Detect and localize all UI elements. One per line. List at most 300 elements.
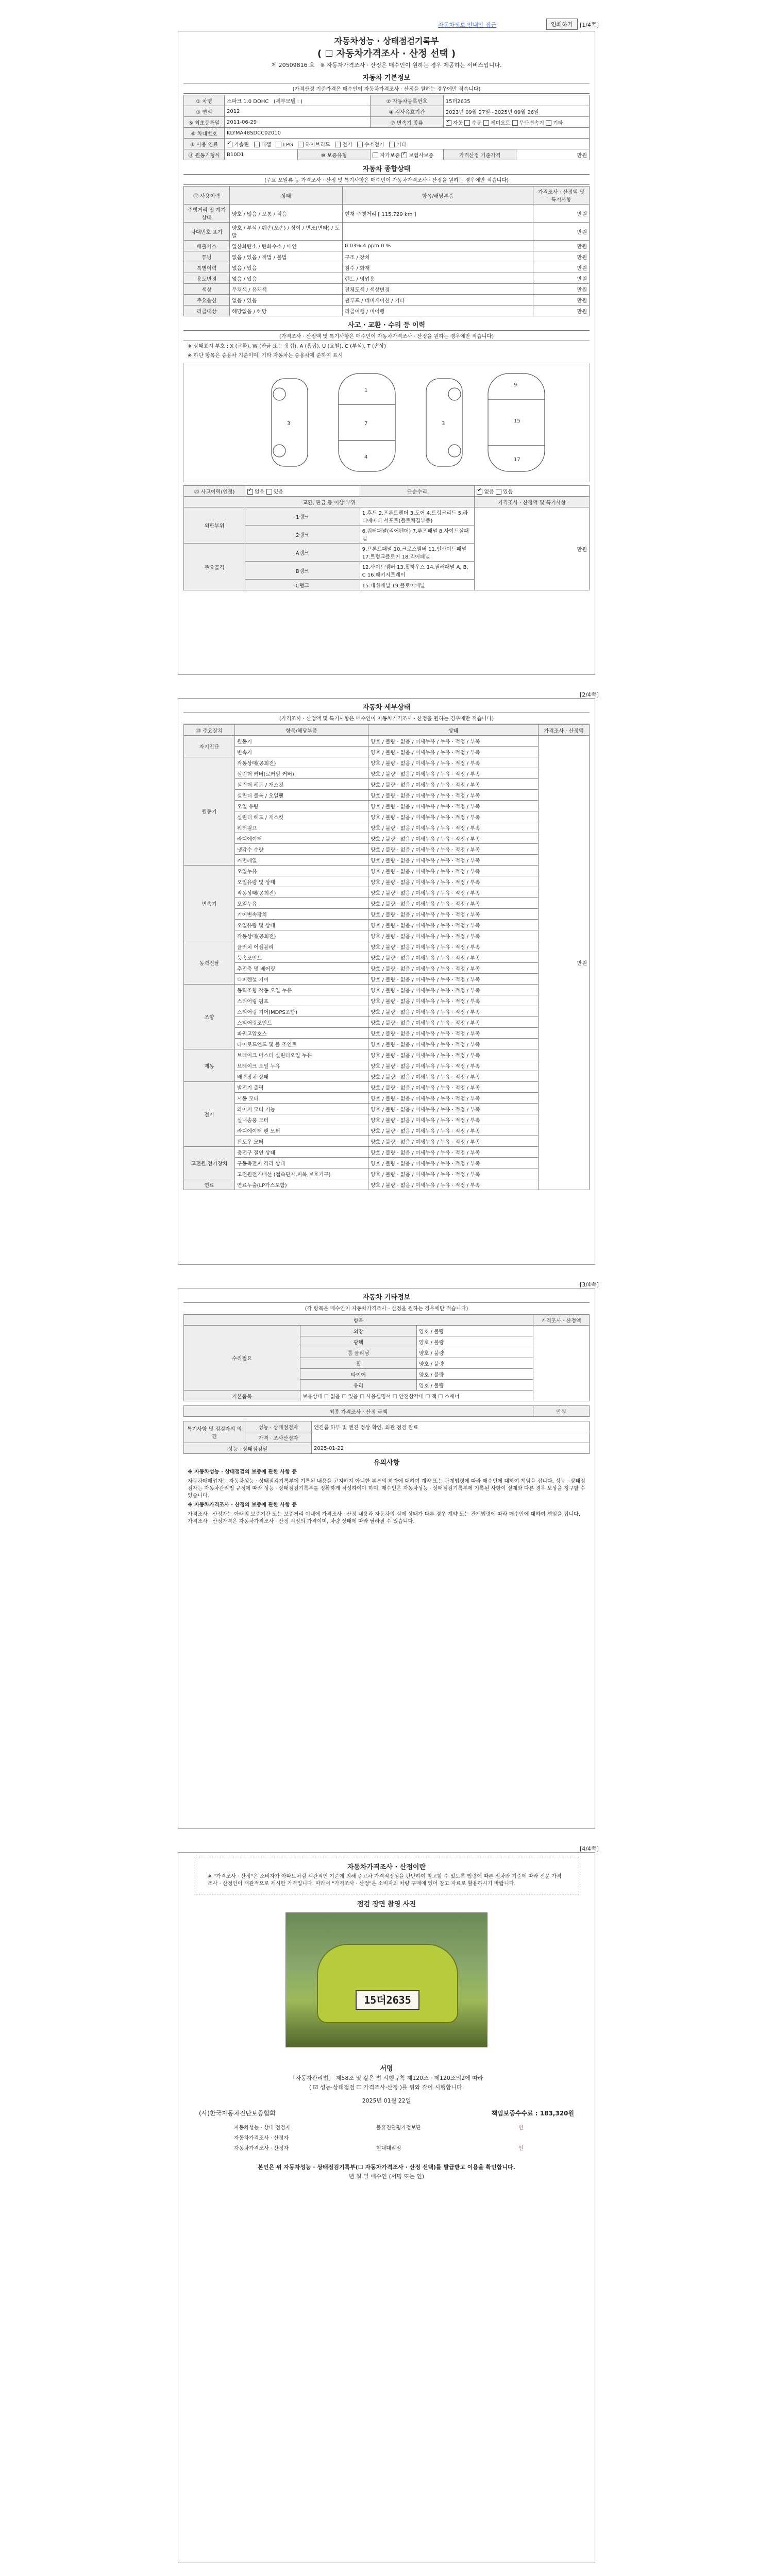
final-title: 최종 가격조사 · 산정 금액 xyxy=(184,1406,533,1417)
outer-rank2-items: 6.쿼터패널(리어펜더) 7.루프패널 8.사이드실패널 xyxy=(360,526,475,544)
fuel-gasoline: 가솔린 xyxy=(234,142,249,148)
main-label: 주요골격 xyxy=(184,544,245,590)
fuel-options xyxy=(225,139,590,149)
checkbox-lpg[interactable] xyxy=(276,142,281,147)
detail-item-state: 양호 / 불량 · 없음 / 미세누유 / 누유 · 적정 / 부족 xyxy=(368,1114,539,1125)
state-col-price: 가격조사 · 산정액 및 특기사항 xyxy=(533,187,590,205)
table-row xyxy=(184,909,590,920)
detail-group-label: 자기진단 xyxy=(184,736,235,757)
state-col-note: 항목/해당부품 xyxy=(343,187,533,205)
checkbox-fuel-other[interactable] xyxy=(389,142,395,147)
detail-item-state: 양호 / 불량 · 없음 / 미세누유 / 누유 · 적정 / 부족 xyxy=(368,1082,539,1093)
checkbox-repair-yes[interactable] xyxy=(496,489,501,495)
checkbox-manual[interactable] xyxy=(464,120,470,126)
basic-items: 보유상태 ☐ 없음 ☐ 있음 ☐ 사용설명서 ☐ 안전삼각대 ☐ 잭 ☐ 스패너 xyxy=(300,1391,533,1401)
detail-item-label: 윈도우 모터 xyxy=(235,1136,368,1147)
table-row xyxy=(184,1082,590,1093)
detail-item-state: 양호 / 불량 · 없음 / 미세누유 / 누유 · 적정 / 부족 xyxy=(368,985,539,995)
detail-subtitle: (가격조사 · 산정액 및 특기사항은 매수인이 자동차가격조사 · 산정을 원하는 경우에만 적습니다) xyxy=(183,713,590,723)
trans-cvt: 무단변속기 xyxy=(519,120,544,126)
table-row xyxy=(184,1125,590,1136)
other-subtitle: (각 항목은 매수인이 자동차가격조사 · 산정을 원하는 경우에만 적습니다) xyxy=(183,1302,590,1313)
detail-item-label: 실린더 헤드 / 개스킷 xyxy=(235,811,368,822)
table-row xyxy=(184,1093,590,1104)
transmission-label: ⑦ 변속기 종류 xyxy=(371,117,444,128)
state-row-status: 양호 / 부식 / 훼손(오손) / 상이 / 변조(변타) / 도말 xyxy=(230,223,343,241)
simple-repair-label: 단순수리 xyxy=(360,486,475,497)
detail-item-state: 양호 / 불량 · 없음 / 미세누유 / 누유 · 적정 / 부족 xyxy=(368,909,539,920)
state-row-detail: 침수 / 화재 xyxy=(343,262,533,273)
detail-item-state: 양호 / 불량 · 없음 / 미세누유 / 누유 · 적정 / 부족 xyxy=(368,779,539,790)
detail-group-label: 제동 xyxy=(184,1049,235,1082)
table-row xyxy=(184,985,590,995)
page-label-3: [3/4쪽] xyxy=(580,1281,599,1288)
doc-notice: ※ 자동차가격조사 · 산정은 매수인이 원하는 경우 제공하는 서비스입니다. xyxy=(320,62,502,69)
svg-text:3: 3 xyxy=(442,421,445,427)
engine-label: ⑪ 원동기형식 xyxy=(184,149,225,160)
trans-manual: 수동 xyxy=(472,120,482,126)
detail-col-state: 상태 xyxy=(368,725,539,736)
detail-item-label: 오일유량 및 상태 xyxy=(235,920,368,930)
checkbox-repair-none[interactable] xyxy=(477,489,482,495)
table-row xyxy=(184,1039,590,1049)
engine: B10D1 xyxy=(225,149,298,160)
warranty-options xyxy=(371,149,444,160)
state-row-status: 양호 / 많음 / 보통 / 적음 xyxy=(230,205,343,223)
notice-sub1: ※ 자동차성능 · 상태점검의 보증에 관한 사항 등 xyxy=(188,1469,297,1475)
svg-text:4: 4 xyxy=(364,454,368,460)
checkbox-gasoline[interactable] xyxy=(227,142,232,147)
fuel-label: ⑧ 사용 연료 xyxy=(184,139,225,149)
detail-item-state: 양호 / 불량 · 없음 / 미세누유 / 누유 · 적정 / 부족 xyxy=(368,757,539,768)
detail-item-state: 양호 / 불량 · 없음 / 미세누유 / 누유 · 적정 / 부족 xyxy=(368,995,539,1006)
table-row xyxy=(184,223,590,241)
table-row xyxy=(184,768,590,779)
checkbox-history-none[interactable] xyxy=(247,489,253,495)
other-row-label: 유리 xyxy=(300,1380,417,1391)
role-r2: 현대대리점 xyxy=(376,2145,401,2151)
checkbox-history-yes[interactable] xyxy=(266,489,272,495)
detail-item-state: 양호 / 불량 · 없음 / 미세누유 / 누유 · 적정 / 부족 xyxy=(368,1049,539,1060)
first-reg: 2011-06-29 xyxy=(225,117,371,128)
detail-item-state: 양호 / 불량 · 없음 / 미세누유 / 누유 · 적정 / 부족 xyxy=(368,974,539,985)
detail-item-label: 라디에이터 팬 모터 xyxy=(235,1125,368,1136)
print-button[interactable]: 인쇄하기 xyxy=(546,19,578,30)
detail-item-label: 시동 모터 xyxy=(235,1093,368,1104)
state-row-detail: 리콜이행 / 미이행 xyxy=(343,306,533,316)
rank-c: C랭크 xyxy=(245,580,360,590)
repair-label: 수리필요 xyxy=(184,1326,300,1391)
detail-item-label: 오일누유 xyxy=(235,866,368,876)
checkbox-self-warranty[interactable] xyxy=(373,152,378,158)
detail-item-state: 양호 / 불량 · 없음 / 미세누유 / 누유 · 적정 / 부족 xyxy=(368,855,539,866)
detail-item-label: 스티어링조인트 xyxy=(235,1017,368,1028)
sign-table xyxy=(232,2122,541,2153)
simple-repair-options xyxy=(475,486,590,497)
transmission-options xyxy=(443,117,589,128)
state-row-unit: 만원 xyxy=(533,205,590,223)
checkbox-other[interactable] xyxy=(546,120,551,126)
state-row-status: 없음 / 있음 / 적법 / 불법 xyxy=(230,251,343,262)
svg-text:7: 7 xyxy=(364,421,368,427)
detail-item-label: 원동기 xyxy=(235,736,368,747)
state-row-unit: 만원 xyxy=(533,284,590,295)
trans-other: 기타 xyxy=(553,120,563,126)
detail-item-label: 고전원전기배선 (접속단자,피복,보호기구) xyxy=(235,1168,368,1179)
footer-text2: 년 월 일 매수인 (서명 또는 인) xyxy=(348,2173,425,2180)
detail-col-item: 항목/해당부품 xyxy=(235,725,368,736)
detail-table xyxy=(183,724,590,1190)
detail-item-state: 양호 / 불량 · 없음 / 미세누유 / 누유 · 적정 / 부족 xyxy=(368,844,539,855)
table-row xyxy=(184,855,590,866)
outer-label: 외판부위 xyxy=(184,507,245,544)
first-reg-label: ⑤ 최초등록일 xyxy=(184,117,225,128)
warranty-label: ⑩ 보증유형 xyxy=(297,149,371,160)
state-row-label: 리콜대상 xyxy=(184,306,230,316)
state-row-label: 주행거리 및 계기상태 xyxy=(184,205,230,223)
table-row xyxy=(184,790,590,801)
price-checker-label: 가격 · 조사산정자 xyxy=(245,1432,312,1443)
notice-text2: 가격조사 · 산정자는 아래의 보증기간 또는 보증거리 이내에 가격조사 · 산정 내용과 자동차의 실제 상태가 다른 경우 계약 또는 관계법령에 따라 매수인에 대하여 책임을 집니다. 가격조사 · 산정가격은 자동차가격조사 · 산정 시점의 가격이며, 차량 상태에 따라 달라질 수 있습니다. xyxy=(188,1512,581,1524)
info-link-text[interactable]: 자동차정보 안내안 접근 xyxy=(438,22,497,28)
checkbox-diesel[interactable] xyxy=(254,142,260,147)
table-row xyxy=(184,952,590,963)
state-row-detail: 전체도색 / 색상변경 xyxy=(343,284,533,295)
reg-no: 15더2635 xyxy=(443,95,589,106)
detail-item-label: 작동상태(공회전) xyxy=(235,757,368,768)
sign-title: 서명 xyxy=(380,2065,393,2073)
price-box-text: ※ "가격조사 · 산정"은 소비자가 아파트처럼 객관적인 기준에 의해 중고차 가격적정성을 판단하여 참고할 수 있도록 법령에 따른 절차와 기준에 따라 전문 가격조사 · 산정인이 객관적으로 제시한 가격입니다. 따라서 "가격조사 · 산정"은 소비자의 차량 구매에 있어 참고 자료로 활용하시기 바랍니다. xyxy=(208,1874,562,1887)
notice-text1: 자동차매매업자는 자동차성능 · 상태점검기록부에 기록된 내용을 고지하지 아니한 부분의 하자에 대하여 계약 또는 관계법령에 따라 매수인에 대하여 책임을 집니다. 성능 · 상태점검자는 자동차관리법 규정에 따라 성능 · 상태점검기록부를 정확하게 작성하여야 하며, 매수인은 자동차성능 · 상태점검기록부에 기록된 사항이 실제와 다른 경우 보상을 청구할 수 있습니다. xyxy=(188,1479,585,1499)
detail-item-state: 양호 / 불량 · 없음 / 미세누유 / 누유 · 적정 / 부족 xyxy=(368,1104,539,1114)
state-row-unit: 만원 xyxy=(533,262,590,273)
state-row-detail: 현재 주행거리 [ 115,729 km ] xyxy=(343,205,533,223)
detail-item-state: 양호 / 불량 · 없음 / 미세누유 / 누유 · 적정 / 부족 xyxy=(368,1071,539,1082)
state-subtitle: (주요 오일류 등 가격조사 · 산정 및 특기사항은 매수인이 자동차가격조사 · 산정을 원하는 경우에만 적습니다) xyxy=(183,174,590,185)
warranty-insurance: 보험사보증 xyxy=(409,152,434,159)
accident-note1: ※ 상태표시 부호 : X (교환), W (판금 또는 용접), A (흠집), U (요철), C (부식), T (손상) xyxy=(188,344,386,349)
detail-item-label: 연료누출(LP가스포함) xyxy=(235,1179,368,1190)
state-row-unit: 만원 xyxy=(533,241,590,251)
checkbox-hydrogen[interactable] xyxy=(357,142,363,147)
inspect-date-label: 성능 · 상태점검일 xyxy=(184,1443,312,1454)
checkbox-cvt[interactable] xyxy=(512,120,518,126)
svg-text:9: 9 xyxy=(514,382,517,388)
detail-item-state: 양호 / 불량 · 없음 / 미세누유 / 누유 · 적정 / 부족 xyxy=(368,898,539,909)
car-name xyxy=(225,95,371,106)
state-row-label: 용도변경 xyxy=(184,273,230,284)
state-row-status: 무채색 / 유채색 xyxy=(230,284,343,295)
other-row-status: 양호 / 불량 xyxy=(417,1358,533,1369)
doc-title: 자동차성능 · 상태점검기록부 xyxy=(334,36,439,46)
frame-price-col: 가격조사 · 산정액 및 특기사항 xyxy=(475,497,590,507)
detail-item-label: 충전구 절연 상태 xyxy=(235,1147,368,1158)
fuel-lpg: LPG xyxy=(283,142,293,148)
detail-item-label: 클러치 어셈블리 xyxy=(235,941,368,952)
checkbox-ins-warranty[interactable] xyxy=(401,152,407,158)
detail-item-label: 실린더 블록 / 오일팬 xyxy=(235,790,368,801)
detail-col-main: ㉓ 주요장치 xyxy=(184,725,235,736)
car-body xyxy=(317,1944,458,2023)
detail-item-state: 양호 / 불량 · 없음 / 미세누유 / 누유 · 적정 / 부족 xyxy=(368,736,539,747)
table-row xyxy=(184,295,590,306)
role3: 자동차가격조사 · 산정자 xyxy=(234,2145,289,2151)
table-row xyxy=(184,866,590,876)
table-row xyxy=(184,1114,590,1125)
rank-a-items: 9.프론트패널 10.크로스멤버 11.인사이드패널 17.트렁크플로어 18.리어패널 xyxy=(360,544,475,562)
state-row-label: 튜닝 xyxy=(184,251,230,262)
state-row-unit: 만원 xyxy=(533,295,590,306)
detail-item-state: 양호 / 불량 · 없음 / 미세누유 / 누유 · 적정 / 부족 xyxy=(368,833,539,844)
detail-item-label: 스티어링 펌프 xyxy=(235,995,368,1006)
table-row xyxy=(184,1147,590,1158)
table-row xyxy=(184,1060,590,1071)
frame-title: 교환, 판금 등 이상 부위 xyxy=(184,497,475,507)
info-link[interactable] xyxy=(438,21,496,29)
page-4 xyxy=(178,1852,595,2563)
detail-item-label: 냉각수 수량 xyxy=(235,844,368,855)
detail-item-state: 양호 / 불량 · 없음 / 미세누유 / 누유 · 적정 / 부족 xyxy=(368,887,539,898)
other-row-label: 룸 클리닝 xyxy=(300,1347,417,1358)
checkbox-auto[interactable] xyxy=(446,120,451,126)
basic-title: 자동차 기본정보 xyxy=(362,74,411,82)
checkbox-semi[interactable] xyxy=(483,120,489,126)
page-label-4: [4/4쪽] xyxy=(580,1845,599,1852)
detail-item-label: 구동축전지 격리 상태 xyxy=(235,1158,368,1168)
seal-1: 인 xyxy=(518,2125,524,2131)
outer-rank2: 2랭크 xyxy=(245,526,360,544)
state-row-unit: 만원 xyxy=(533,251,590,262)
table-row xyxy=(184,963,590,974)
state-row-status: 일산화탄소 / 탄화수소 / 매연 xyxy=(230,241,343,251)
detail-group-label: 동력전달 xyxy=(184,941,235,985)
rank-c-items: 15.대쉬패널 19.플로어패널 xyxy=(360,580,475,590)
detail-item-label: 브레이크 마스터 실린더오일 누유 xyxy=(235,1049,368,1060)
detail-item-state: 양호 / 불량 · 없음 / 미세누유 / 누유 · 적정 / 부족 xyxy=(368,963,539,974)
special-table xyxy=(183,1421,590,1454)
detail-item-state: 양호 / 불량 · 없음 / 미세누유 / 누유 · 적정 / 부족 xyxy=(368,1060,539,1071)
fuel-electric: 전기 xyxy=(342,142,352,148)
doc-subtitle[interactable]: ( ☐ 자동차가격조사 · 산정 선택 ) xyxy=(317,48,456,59)
detail-item-label: 스티어링 기어(MDPS포함) xyxy=(235,1006,368,1017)
detail-item-label: 발전기 출력 xyxy=(235,1082,368,1093)
sign-date: 2025년 01월 22일 xyxy=(362,2097,411,2104)
detail-group-label: 연료 xyxy=(184,1179,235,1190)
inspection: 2023년 09월 27일~2025년 09월 26일 xyxy=(443,106,589,117)
reg-no-label: ② 자동차등록번호 xyxy=(371,95,444,106)
table-row xyxy=(184,844,590,855)
detail-item-label: 브레이크 오일 누유 xyxy=(235,1060,368,1071)
table-row xyxy=(184,995,590,1006)
detail-item-state: 양호 / 불량 · 없음 / 미세누유 / 누유 · 적정 / 부족 xyxy=(368,1168,539,1179)
table-row xyxy=(184,779,590,790)
state-row-label: 특별이력 xyxy=(184,262,230,273)
notice-title: 유의사항 xyxy=(373,1459,400,1467)
other-row-status: 양호 / 불량 xyxy=(417,1336,533,1347)
history-none: 없음 xyxy=(255,489,265,495)
state-row-status: 없음 / 있음 xyxy=(230,295,343,306)
table-row xyxy=(184,262,590,273)
role1: 자동차성능 · 상태 점검자 xyxy=(234,2125,291,2131)
history-options xyxy=(245,486,360,497)
detail-item-label: 와이퍼 모터 기능 xyxy=(235,1104,368,1114)
detail-item-state: 양호 / 불량 · 없음 / 미세누유 / 누유 · 적정 / 부족 xyxy=(368,1093,539,1104)
detail-item-state: 양호 / 불량 · 없음 / 미세누유 / 누유 · 적정 / 부족 xyxy=(368,768,539,779)
detail-item-label: 커먼레일 xyxy=(235,855,368,866)
detail-item-state: 양호 / 불량 · 없음 / 미세누유 / 누유 · 적정 / 부족 xyxy=(368,811,539,822)
other-row-label: 휠 xyxy=(300,1358,417,1369)
detail-item-state: 양호 / 불량 · 없음 / 미세누유 / 누유 · 적정 / 부족 xyxy=(368,790,539,801)
detail-item-state: 양호 / 불량 · 없음 / 미세누유 / 누유 · 적정 / 부족 xyxy=(368,1147,539,1158)
doc-number xyxy=(178,61,595,69)
state-row-unit: 만원 xyxy=(533,273,590,284)
table-row xyxy=(184,1179,590,1190)
state-row-detail xyxy=(343,223,533,241)
price-label: 가격산정 기준가격 xyxy=(443,149,516,160)
accident-subtitle: (가격조사 · 산정액 및 특기사항은 매수인이 자동차가격조사 · 산정을 원하는 경우에만 적습니다) xyxy=(183,330,590,341)
table-row xyxy=(184,920,590,930)
state-row-label: 배출가스 xyxy=(184,241,230,251)
state-row-label: 주요옵션 xyxy=(184,295,230,306)
detail-item-label: 작동상태(공회전) xyxy=(235,887,368,898)
detail-col-price: 가격조사 · 산정액 xyxy=(539,725,590,736)
outer-rank1: 1랭크 xyxy=(245,507,360,526)
detail-item-label: 디퍼렌셜 기어 xyxy=(235,974,368,985)
table-row xyxy=(184,1158,590,1168)
vin: KLYMA48SDCC02010 xyxy=(225,128,590,139)
state-col-status: 상태 xyxy=(230,187,343,205)
page-2 xyxy=(178,698,595,1265)
table-row xyxy=(184,1391,590,1401)
page-label-2: [2/4쪽] xyxy=(580,691,599,698)
state-row-status: 해당없음 / 해당 xyxy=(230,306,343,316)
page-3 xyxy=(178,1288,595,1829)
state-row-detail: 렌트 / 영업용 xyxy=(343,273,533,284)
state-row-unit: 만원 xyxy=(533,306,590,316)
page-1 xyxy=(178,31,595,675)
svg-text:17: 17 xyxy=(514,457,520,463)
state-col-item: ⑫ 사용이력 xyxy=(184,187,230,205)
trans-auto: 자동 xyxy=(452,120,463,126)
detail-item-label: 변속기 xyxy=(235,747,368,757)
detail-item-state: 양호 / 불량 · 없음 / 미세누유 / 누유 · 적정 / 부족 xyxy=(368,1039,539,1049)
license-plate: 15더2635 xyxy=(356,1990,419,2010)
table-row xyxy=(184,1104,590,1114)
inspection-label: ④ 검사유효기간 xyxy=(371,106,444,117)
state-row-detail: 썬루프 / 네비게이션 / 기타 xyxy=(343,295,533,306)
other-row-label: 타이어 xyxy=(300,1369,417,1380)
table-row xyxy=(184,1028,590,1039)
detail-item-label: 오일누유 xyxy=(235,898,368,909)
basic-table xyxy=(183,95,590,160)
trans-semi: 세미오토 xyxy=(490,120,511,126)
table-row xyxy=(184,1168,590,1179)
rank-b-items: 12.사이드멤버 13.휠하우스 14.필러패널 A, B, C 16.패키지트레이 xyxy=(360,562,475,580)
state-table xyxy=(183,186,590,316)
repair-yes: 있음 xyxy=(502,489,513,495)
table-row xyxy=(184,974,590,985)
detail-item-state: 양호 / 불량 · 없음 / 미세누유 / 누유 · 적정 / 부족 xyxy=(368,1017,539,1028)
detail-item-state: 양호 / 불량 · 없음 / 미세누유 / 누유 · 적정 / 부족 xyxy=(368,952,539,963)
state-row-detail: 0.03% 4 ppm 0 % xyxy=(343,241,533,251)
checkbox-electric[interactable] xyxy=(335,142,341,147)
detail-group-label: 조향 xyxy=(184,985,235,1049)
company-row xyxy=(199,2109,574,2117)
detail-group-label: 원동기 xyxy=(184,757,235,866)
special-label: 특기사항 및 점검자의 의견 xyxy=(184,1421,245,1443)
fuel-diesel: 디젤 xyxy=(261,142,271,148)
detail-item-state: 양호 / 불량 · 없음 / 미세누유 / 누유 · 적정 / 부족 xyxy=(368,866,539,876)
other-row-status: 양호 / 불량 xyxy=(417,1380,533,1391)
car-name-label: ① 차명 xyxy=(184,95,225,106)
other-row-status: 양호 / 불량 xyxy=(417,1369,533,1380)
detail-item-state: 양호 / 불량 · 없음 / 미세누유 / 누유 · 적정 / 부족 xyxy=(368,1179,539,1190)
detail-item-state: 양호 / 불량 · 없음 / 미세누유 / 누유 · 적정 / 부족 xyxy=(368,1125,539,1136)
accident-title: 사고 · 교환 · 수리 등 이력 xyxy=(347,321,426,329)
detail-item-label: 오일유량 및 상태 xyxy=(235,876,368,887)
checkbox-hybrid[interactable] xyxy=(298,142,304,147)
vin-label: ⑥ 차대번호 xyxy=(184,128,225,139)
detail-item-state: 양호 / 불량 · 없음 / 미세누유 / 누유 · 적정 / 부족 xyxy=(368,1006,539,1017)
detail-item-state: 양호 / 불량 · 없음 / 미세누유 / 누유 · 적정 / 부족 xyxy=(368,930,539,941)
inspection-photo xyxy=(285,1912,488,2047)
history-label: ⑳ 사고이력(인정) xyxy=(184,486,245,497)
table-row xyxy=(184,736,590,747)
fuel-hybrid: 하이브리드 xyxy=(305,142,330,148)
detail-title: 자동차 세부상태 xyxy=(362,704,411,711)
other-row-status: 양호 / 불량 xyxy=(417,1347,533,1358)
detail-item-label: 오일 유량 xyxy=(235,801,368,811)
detail-item-label: 실린더 커버(로커암 커버) xyxy=(235,768,368,779)
basic-items-label: 기본품목 xyxy=(184,1391,300,1401)
inspector-opinion: 엔진룸 하부 및 엔진 정상 확인. 외관 점검 완료 xyxy=(312,1421,590,1432)
page-label-1: [1/4쪽] xyxy=(580,22,599,28)
detail-item-state: 양호 / 불량 · 없음 / 미세누유 / 누유 · 적정 / 부족 xyxy=(368,822,539,833)
detail-item-state: 양호 / 불량 · 없음 / 미세누유 / 누유 · 적정 / 부족 xyxy=(368,941,539,952)
table-row xyxy=(184,284,590,295)
accident-table xyxy=(183,485,590,590)
inspect-date: 2025-01-22 xyxy=(312,1443,590,1454)
rank-a: A랭크 xyxy=(245,544,360,562)
sign-text1: 「자동차관리법」 제58조 및 같은 법 시행규칙 제120조 · 제120조의2에 따라 xyxy=(290,2075,483,2081)
car-diagram-svg xyxy=(184,363,590,481)
table-row xyxy=(184,1071,590,1082)
detail-price-unit: 만원 xyxy=(539,736,590,1190)
history-yes: 있음 xyxy=(273,489,283,495)
detail-item-state: 양호 / 불량 · 없음 / 미세누유 / 누유 · 적정 / 부족 xyxy=(368,801,539,811)
table-row xyxy=(184,887,590,898)
table-row xyxy=(184,833,590,844)
role-r1: 불휴진단평가정보단 xyxy=(376,2125,421,2131)
warranty-self: 자가보증 xyxy=(380,152,400,159)
detail-group-label: 변속기 xyxy=(184,866,235,941)
table-row xyxy=(184,811,590,822)
rank-b: B랭크 xyxy=(245,562,360,580)
final-table xyxy=(183,1405,590,1417)
table-row xyxy=(184,306,590,316)
inspector-label: 성능 · 상태점검자 xyxy=(245,1421,312,1432)
year: 2012 xyxy=(225,106,371,117)
detail-item-state: 양호 / 불량 · 없음 / 미세누유 / 누유 · 적정 / 부족 xyxy=(368,876,539,887)
detail-item-label: 파워고압호스 xyxy=(235,1028,368,1039)
state-row-status: 없음 / 있음 xyxy=(230,273,343,284)
table-row xyxy=(184,1049,590,1060)
svg-text:15: 15 xyxy=(514,418,520,424)
car-name-value: 스파크 1.0 DOHC xyxy=(227,98,269,105)
car-diagram xyxy=(183,363,590,482)
other-row-label: 광택 xyxy=(300,1336,417,1347)
detail-item-label: 추진축 및 베어링 xyxy=(235,963,368,974)
